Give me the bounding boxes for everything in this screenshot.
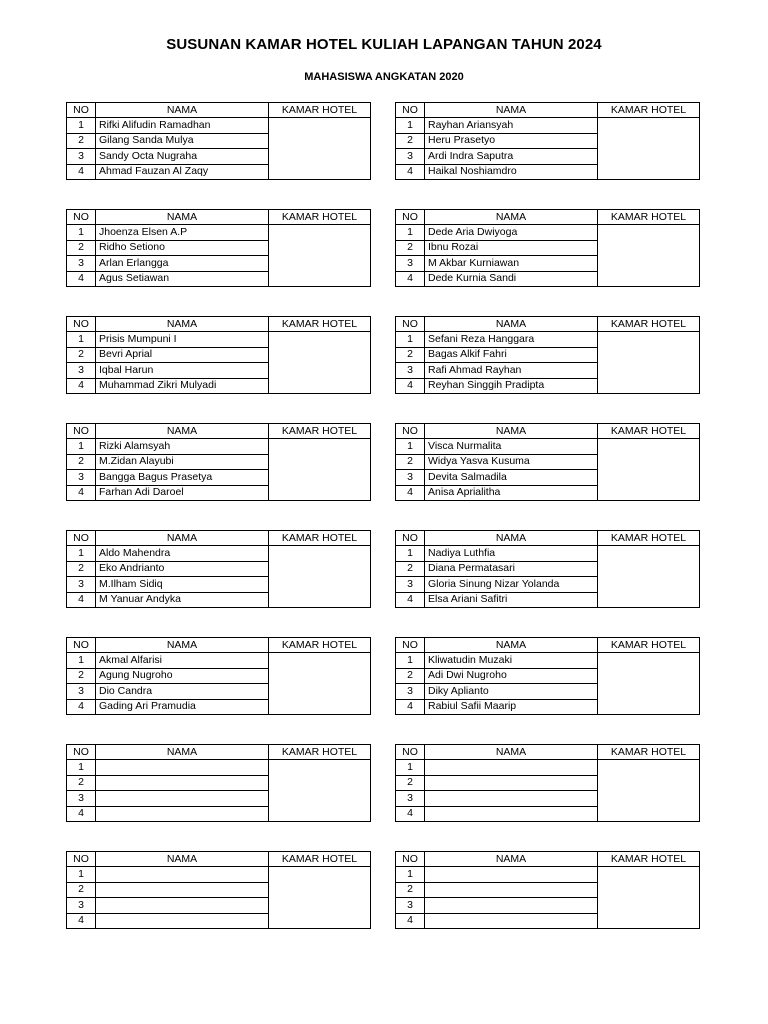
room-table-left — [66, 637, 371, 715]
student-name: Agung Nugroho — [96, 668, 269, 683]
row-number: 1 — [67, 653, 96, 668]
table-row — [67, 332, 371, 347]
row-number: 2 — [67, 240, 96, 255]
row-number: 1 — [67, 867, 96, 882]
student-name: Akmal Alfarisi — [96, 653, 269, 668]
kamar-hotel-cell — [598, 546, 700, 608]
header-kamar-hotel: KAMAR HOTEL — [598, 317, 700, 332]
header-nama: NAMA — [425, 745, 598, 760]
row-number: 3 — [396, 791, 425, 806]
student-name: Diky Aplianto — [425, 684, 598, 699]
table-header-row — [67, 852, 371, 867]
row-number: 4 — [396, 913, 425, 928]
header-no: NO — [396, 210, 425, 225]
room-table-right — [395, 102, 700, 180]
kamar-hotel-cell — [598, 653, 700, 715]
row-number: 3 — [396, 898, 425, 913]
row-number: 2 — [396, 668, 425, 683]
kamar-hotel-cell — [598, 118, 700, 180]
room-table-left — [66, 316, 371, 394]
room-table-left — [66, 423, 371, 501]
header-no: NO — [396, 103, 425, 118]
room-table-right — [395, 423, 700, 501]
row-number: 3 — [67, 898, 96, 913]
student-name: Adi Dwi Nugroho — [425, 668, 598, 683]
row-number: 3 — [396, 256, 425, 271]
student-name: Aldo Mahendra — [96, 546, 269, 561]
header-no: NO — [67, 638, 96, 653]
row-number: 2 — [67, 882, 96, 897]
student-name: Ardi Indra Saputra — [425, 149, 598, 164]
row-number: 4 — [67, 913, 96, 928]
header-kamar-hotel: KAMAR HOTEL — [269, 745, 371, 760]
student-name: Ridho Setiono — [96, 240, 269, 255]
row-number: 3 — [67, 684, 96, 699]
header-kamar-hotel: KAMAR HOTEL — [269, 531, 371, 546]
header-nama: NAMA — [96, 103, 269, 118]
student-name — [96, 775, 269, 790]
student-name: Rayhan Ariansyah — [425, 118, 598, 133]
header-nama: NAMA — [96, 638, 269, 653]
student-name: Nadiya Luthfia — [425, 546, 598, 561]
row-number: 1 — [67, 760, 96, 775]
row-number: 2 — [67, 775, 96, 790]
table-header-row — [396, 317, 700, 332]
room-table-left — [66, 102, 371, 180]
student-name: Bevri Aprial — [96, 347, 269, 362]
student-name: M.Zidan Alayubi — [96, 454, 269, 469]
row-number: 4 — [67, 485, 96, 500]
row-number: 1 — [396, 332, 425, 347]
student-name: Jhoenza Elsen A.P — [96, 225, 269, 240]
kamar-hotel-cell — [598, 225, 700, 287]
student-name: Dio Candra — [96, 684, 269, 699]
student-name — [96, 791, 269, 806]
header-nama: NAMA — [96, 424, 269, 439]
student-name: Anisa Aprialitha — [425, 485, 598, 500]
header-kamar-hotel: KAMAR HOTEL — [269, 210, 371, 225]
table-row — [396, 760, 700, 775]
student-name: Prisis Mumpuni I — [96, 332, 269, 347]
student-name: Rafi Ahmad Rayhan — [425, 363, 598, 378]
row-number: 3 — [396, 470, 425, 485]
student-name: Rizki Alamsyah — [96, 439, 269, 454]
table-row — [396, 867, 700, 882]
student-name: Gilang Sanda Mulya — [96, 133, 269, 148]
table-header-row — [396, 424, 700, 439]
row-number: 4 — [396, 271, 425, 286]
header-no: NO — [67, 317, 96, 332]
document-title: SUSUNAN KAMAR HOTEL KULIAH LAPANGAN TAHUN 2024 — [166, 36, 602, 53]
kamar-hotel-cell — [269, 653, 371, 715]
kamar-hotel-cell — [269, 118, 371, 180]
student-name: M.Ilham Sidiq — [96, 577, 269, 592]
header-no: NO — [396, 638, 425, 653]
row-number: 2 — [396, 240, 425, 255]
student-name — [425, 775, 598, 790]
student-name: Eko Andrianto — [96, 561, 269, 576]
row-number: 2 — [67, 133, 96, 148]
table-row — [396, 439, 700, 454]
table-header-row — [396, 638, 700, 653]
header-no: NO — [67, 103, 96, 118]
student-name: Gloria Sinung Nizar Yolanda — [425, 577, 598, 592]
row-number: 1 — [396, 546, 425, 561]
table-header-row — [396, 531, 700, 546]
room-table-right — [395, 851, 700, 929]
student-name: Diana Permatasari — [425, 561, 598, 576]
student-name: Sefani Reza Hanggara — [425, 332, 598, 347]
row-number: 4 — [67, 806, 96, 821]
header-nama: NAMA — [425, 210, 598, 225]
row-number: 4 — [396, 699, 425, 714]
kamar-hotel-cell — [598, 867, 700, 929]
row-number: 1 — [67, 332, 96, 347]
kamar-hotel-cell — [598, 439, 700, 501]
row-number: 4 — [396, 806, 425, 821]
header-no: NO — [67, 424, 96, 439]
row-number: 2 — [67, 561, 96, 576]
student-name: Devita Salmadila — [425, 470, 598, 485]
table-row — [67, 653, 371, 668]
room-table-left — [66, 209, 371, 287]
student-name: Muhammad Zikri Mulyadi — [96, 378, 269, 393]
header-no: NO — [67, 852, 96, 867]
row-number: 1 — [67, 546, 96, 561]
row-number: 3 — [396, 577, 425, 592]
table-header-row — [67, 210, 371, 225]
table-row — [396, 653, 700, 668]
table-header-row — [396, 852, 700, 867]
student-name — [96, 882, 269, 897]
room-group-row — [66, 316, 700, 423]
student-name — [425, 913, 598, 928]
student-name — [96, 806, 269, 821]
student-name: M Yanuar Andyka — [96, 592, 269, 607]
student-name: Bangga Bagus Prasetya — [96, 470, 269, 485]
row-number: 3 — [396, 363, 425, 378]
student-name: Rabiul Safii Maarip — [425, 699, 598, 714]
row-number: 4 — [67, 699, 96, 714]
header-kamar-hotel: KAMAR HOTEL — [598, 531, 700, 546]
student-name — [425, 867, 598, 882]
row-number: 1 — [396, 118, 425, 133]
kamar-hotel-cell — [269, 332, 371, 394]
row-number: 4 — [396, 592, 425, 607]
header-nama: NAMA — [96, 317, 269, 332]
table-header-row — [67, 424, 371, 439]
table-header-row — [67, 317, 371, 332]
student-name — [96, 898, 269, 913]
header-nama: NAMA — [425, 852, 598, 867]
header-no: NO — [67, 745, 96, 760]
student-name: Agus Setiawan — [96, 271, 269, 286]
room-group-row — [66, 209, 700, 316]
student-name: Heru Prasetyo — [425, 133, 598, 148]
room-group-row — [66, 102, 700, 209]
row-number: 2 — [67, 347, 96, 362]
header-no: NO — [396, 531, 425, 546]
room-table-left — [66, 744, 371, 822]
table-row — [396, 332, 700, 347]
header-no: NO — [396, 745, 425, 760]
row-number: 1 — [67, 225, 96, 240]
header-nama: NAMA — [96, 531, 269, 546]
row-number: 3 — [67, 470, 96, 485]
kamar-hotel-cell — [269, 439, 371, 501]
header-nama: NAMA — [425, 638, 598, 653]
table-row — [67, 118, 371, 133]
row-number: 1 — [396, 225, 425, 240]
header-kamar-hotel: KAMAR HOTEL — [269, 852, 371, 867]
student-name — [425, 760, 598, 775]
room-group-row — [66, 530, 700, 637]
student-name: Farhan Adi Daroel — [96, 485, 269, 500]
row-number: 1 — [396, 653, 425, 668]
kamar-hotel-cell — [598, 332, 700, 394]
row-number: 4 — [67, 164, 96, 179]
room-table-right — [395, 744, 700, 822]
header-kamar-hotel: KAMAR HOTEL — [598, 103, 700, 118]
row-number: 4 — [67, 592, 96, 607]
room-table-right — [395, 316, 700, 394]
table-header-row — [396, 210, 700, 225]
student-name — [425, 898, 598, 913]
student-name — [425, 882, 598, 897]
student-name: Dede Kurnia Sandi — [425, 271, 598, 286]
row-number: 4 — [67, 378, 96, 393]
table-row — [67, 225, 371, 240]
header-kamar-hotel: KAMAR HOTEL — [269, 638, 371, 653]
student-name: Bagas Alkif Fahri — [425, 347, 598, 362]
row-number: 2 — [396, 133, 425, 148]
table-row — [67, 546, 371, 561]
row-number: 1 — [396, 867, 425, 882]
student-name: Elsa Ariani Safitri — [425, 592, 598, 607]
student-name — [425, 791, 598, 806]
room-group-row — [66, 423, 700, 530]
row-number: 2 — [67, 668, 96, 683]
row-number: 2 — [67, 454, 96, 469]
header-kamar-hotel: KAMAR HOTEL — [598, 745, 700, 760]
kamar-hotel-cell — [269, 546, 371, 608]
kamar-hotel-cell — [598, 760, 700, 822]
row-number: 1 — [67, 118, 96, 133]
header-no: NO — [396, 424, 425, 439]
room-table-right — [395, 530, 700, 608]
header-nama: NAMA — [425, 103, 598, 118]
table-row — [67, 760, 371, 775]
room-group-row — [66, 851, 700, 958]
table-row — [67, 867, 371, 882]
table-row — [396, 225, 700, 240]
room-table-right — [395, 637, 700, 715]
row-number: 2 — [396, 775, 425, 790]
header-kamar-hotel: KAMAR HOTEL — [598, 852, 700, 867]
header-kamar-hotel: KAMAR HOTEL — [269, 424, 371, 439]
row-number: 3 — [67, 577, 96, 592]
kamar-hotel-cell — [269, 225, 371, 287]
student-name: Dede Aria Dwiyoga — [425, 225, 598, 240]
student-name: Ibnu Rozai — [425, 240, 598, 255]
student-name — [425, 806, 598, 821]
table-row — [396, 546, 700, 561]
row-number: 3 — [67, 256, 96, 271]
row-number: 3 — [396, 149, 425, 164]
student-name: Rifki Alifudin Ramadhan — [96, 118, 269, 133]
table-header-row — [67, 638, 371, 653]
row-number: 4 — [396, 164, 425, 179]
room-table-left — [66, 851, 371, 929]
student-name: Arlan Erlangga — [96, 256, 269, 271]
row-number: 2 — [396, 882, 425, 897]
header-no: NO — [67, 210, 96, 225]
header-kamar-hotel: KAMAR HOTEL — [598, 424, 700, 439]
room-group-row — [66, 744, 700, 851]
student-name: Haikal Noshiamdro — [425, 164, 598, 179]
row-number: 3 — [67, 363, 96, 378]
row-number: 3 — [67, 149, 96, 164]
table-row — [67, 439, 371, 454]
student-name: Visca Nurmalita — [425, 439, 598, 454]
student-name: Widya Yasva Kusuma — [425, 454, 598, 469]
student-name — [96, 867, 269, 882]
room-groups — [66, 102, 700, 958]
table-header-row — [67, 745, 371, 760]
header-kamar-hotel: KAMAR HOTEL — [598, 638, 700, 653]
document-subtitle: MAHASISWA ANGKATAN 2020 — [304, 71, 464, 83]
header-nama: NAMA — [96, 745, 269, 760]
student-name — [96, 913, 269, 928]
header-nama: NAMA — [425, 531, 598, 546]
row-number: 1 — [396, 439, 425, 454]
row-number: 1 — [67, 439, 96, 454]
table-row — [396, 118, 700, 133]
table-header-row — [396, 745, 700, 760]
row-number: 4 — [396, 378, 425, 393]
row-number: 3 — [396, 684, 425, 699]
header-nama: NAMA — [425, 424, 598, 439]
student-name: Sandy Octa Nugraha — [96, 149, 269, 164]
header-nama: NAMA — [96, 852, 269, 867]
row-number: 3 — [67, 791, 96, 806]
header-no: NO — [67, 531, 96, 546]
header-kamar-hotel: KAMAR HOTEL — [269, 103, 371, 118]
student-name: Reyhan Singgih Pradipta — [425, 378, 598, 393]
header-no: NO — [396, 852, 425, 867]
student-name: Kliwatudin Muzaki — [425, 653, 598, 668]
row-number: 4 — [396, 485, 425, 500]
room-group-row — [66, 637, 700, 744]
header-no: NO — [396, 317, 425, 332]
kamar-hotel-cell — [269, 867, 371, 929]
student-name: Gading Ari Pramudia — [96, 699, 269, 714]
table-header-row — [67, 103, 371, 118]
table-header-row — [67, 531, 371, 546]
student-name: Iqbal Harun — [96, 363, 269, 378]
row-number: 1 — [396, 760, 425, 775]
room-table-left — [66, 530, 371, 608]
student-name: M Akbar Kurniawan — [425, 256, 598, 271]
row-number: 2 — [396, 347, 425, 362]
header-kamar-hotel: KAMAR HOTEL — [598, 210, 700, 225]
student-name — [96, 760, 269, 775]
header-nama: NAMA — [425, 317, 598, 332]
kamar-hotel-cell — [269, 760, 371, 822]
header-nama: NAMA — [96, 210, 269, 225]
header-kamar-hotel: KAMAR HOTEL — [269, 317, 371, 332]
row-number: 2 — [396, 454, 425, 469]
row-number: 2 — [396, 561, 425, 576]
row-number: 4 — [67, 271, 96, 286]
table-header-row — [396, 103, 700, 118]
student-name: Ahmad Fauzan Al Zaqy — [96, 164, 269, 179]
room-table-right — [395, 209, 700, 287]
